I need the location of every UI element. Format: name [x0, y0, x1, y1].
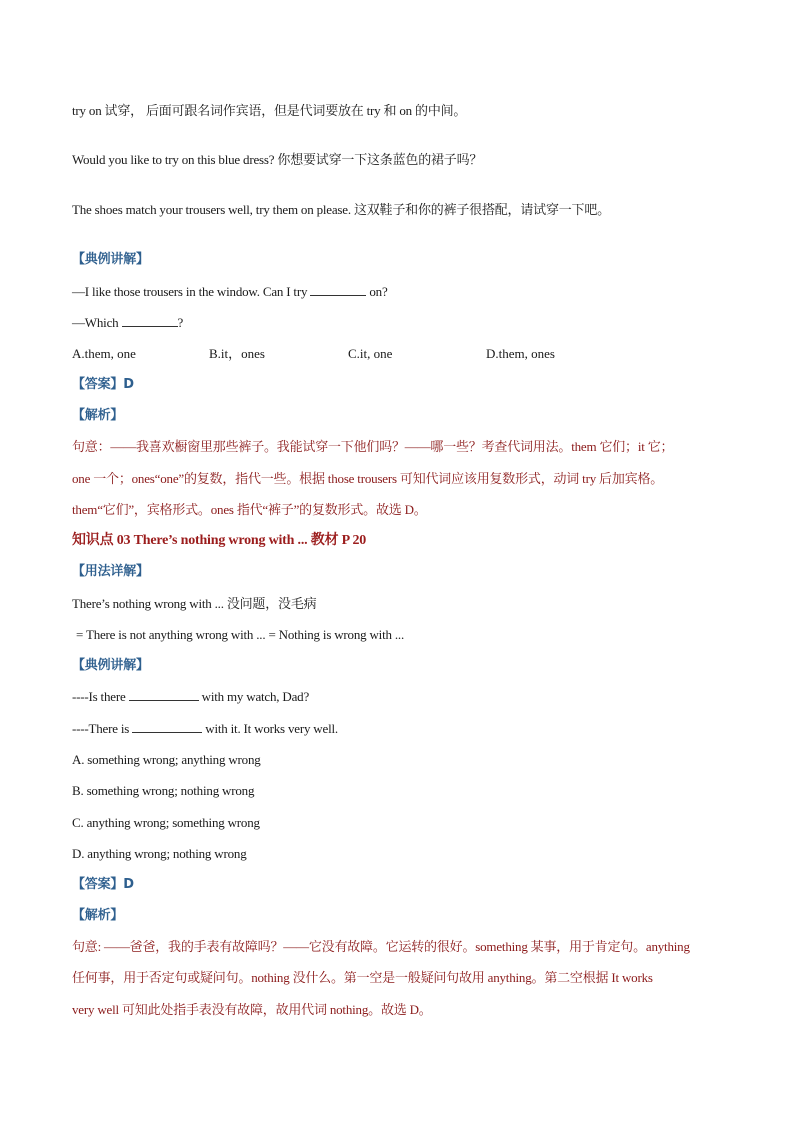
try-on-intro: try on 试穿， 后面可跟名词作宾语，但是代词要放在 try 和 on 的中间。 [72, 103, 467, 118]
analysis-heading: 【解析】 [72, 408, 124, 423]
answer-blank [122, 314, 178, 327]
usage-line: = There is not anything wrong with ... = Nothing is wrong with ... [76, 627, 405, 642]
option-d: D.them, ones [486, 346, 555, 361]
option-b: B.it，ones [209, 346, 265, 361]
question-line [72, 688, 734, 706]
example-sentence-1: Would you like to try on this blue dress? 你想要试穿一下这条蓝色的裙子吗？ [72, 152, 483, 167]
analysis-heading: 【解析】 [72, 908, 124, 923]
option-a: A.them, one [72, 346, 136, 361]
analysis-text: one 一个；ones“one”的复数，指代一些。根据 those trousers 可知代词应该用复数形式，动词 try 后加宾格。 [72, 471, 664, 486]
answer-line [72, 376, 734, 394]
option-c: C. anything wrong; something wrong [72, 815, 260, 830]
option-a: A. something wrong; anything wrong [72, 752, 261, 767]
question-text: —Which [72, 315, 122, 330]
question-text: —I like those trousers in the window. Can I try [72, 284, 311, 299]
option-d: D. anything wrong; nothing wrong [72, 846, 247, 861]
question-text: ? [177, 315, 184, 330]
answer-value: D [123, 377, 134, 392]
answer-blank [132, 720, 202, 733]
question-line [72, 283, 734, 301]
analysis-text: 句意: ——爸爸，我的手表有故障吗？——它没有故障。它运转的很好。something 某事，用于肯定句。anything [72, 939, 690, 954]
question-line [72, 720, 734, 738]
option-b: B. something wrong; nothing wrong [72, 783, 255, 798]
example-heading: 【典例讲解】 [72, 658, 149, 673]
knowledge-point-title: 知识点 03 There’s nothing wrong with ... 教材 P 20 [72, 533, 367, 548]
usage-line: There’s nothing wrong with ... 没问题，没毛病 [72, 596, 317, 611]
question-text: with my watch, Dad? [198, 689, 310, 704]
answer-line [72, 876, 734, 894]
example-heading: 【典例讲解】 [72, 252, 149, 267]
analysis-text: them“它们”，宾格形式。ones 指代“裤子”的复数形式。故选 D。 [72, 502, 427, 517]
question-line [72, 314, 734, 332]
answer-value: D [123, 877, 134, 892]
option-c: C.it, one [348, 346, 393, 361]
question-text: with it. It works very well. [202, 721, 338, 736]
question-text: on? [366, 284, 388, 299]
analysis-text: 任何事，用于否定句或疑问句。nothing 没什么。第一空是一般疑问句故用 anything。第二空根据 It works [72, 970, 653, 985]
usage-heading: 【用法详解】 [72, 564, 149, 579]
answer-blank [310, 283, 366, 296]
question-text: ----There is [72, 721, 133, 736]
answer-heading: 【答案】 [72, 877, 124, 892]
answer-blank [129, 688, 199, 701]
answer-heading: 【答案】 [72, 377, 124, 392]
analysis-text: very well 可知此处指手表没有故障，故用代词 nothing。故选 D。 [72, 1002, 432, 1017]
question-text: ----Is there [72, 689, 129, 704]
analysis-text: 句意：——我喜欢橱窗里那些裤子。我能试穿一下他们吗？——哪一些？考查代词用法。them 它们；it 它； [72, 439, 674, 454]
example-sentence-2: The shoes match your trousers well, try them on please. 这双鞋子和你的裤子很搭配，请试穿一下吧。 [72, 202, 610, 217]
